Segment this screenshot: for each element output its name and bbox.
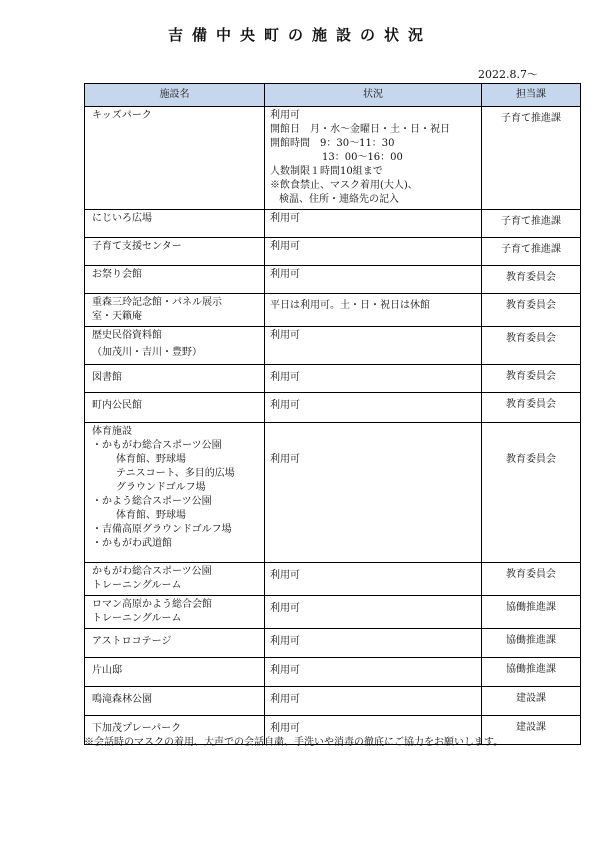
facility-sub-item: テニスコート、多目的広場: [116, 468, 235, 479]
status-text: ※飲食禁止、マスク着用(大人)、: [270, 180, 418, 191]
department-cell: 教育委員会: [482, 563, 581, 596]
page-title: 吉備中央町の施設の状況: [167, 26, 432, 44]
facility-name: ロマン高原かよう総合会館: [92, 599, 212, 610]
facility-name: 町内公民館: [92, 400, 142, 411]
status-cell: [265, 687, 482, 716]
department-cell: 子育て推進課: [482, 107, 581, 210]
status-text: 利用可: [270, 570, 300, 581]
status-cell: [265, 563, 482, 596]
department-cell: 教育委員会: [482, 365, 581, 393]
facility-name-cell: [85, 658, 265, 687]
status-cell: [265, 365, 482, 393]
table-row: [85, 107, 581, 210]
facility-name: 鳴滝森林公園: [92, 694, 152, 705]
status-text: 利用可: [270, 694, 300, 705]
status-cell: [265, 393, 482, 423]
department-cell: 教育委員会: [482, 266, 581, 294]
facility-name-cell: [85, 596, 265, 629]
table-row: [85, 629, 581, 658]
department-cell: 建設課: [482, 716, 581, 745]
status-text: 平日は利用可。土・日・祝日は休館: [270, 300, 430, 311]
table-row: [85, 658, 581, 687]
table-row: [85, 423, 581, 563]
department-cell: 協働推進課: [482, 596, 581, 629]
table-row: [85, 238, 581, 266]
status-text: 利用可: [270, 330, 300, 341]
facility-name-cell: [85, 423, 265, 563]
effective-date: 2022.8.7〜: [478, 68, 538, 81]
table-row: [85, 210, 581, 238]
department-cell: 協働推進課: [482, 629, 581, 658]
facility-name-cell: [85, 563, 265, 596]
table-row: [85, 393, 581, 423]
status-cell: [265, 423, 482, 563]
facility-name-cell: [85, 687, 265, 716]
department-cell: 教育委員会: [482, 423, 581, 563]
column-header-department: 担当課: [482, 84, 581, 107]
facility-sub-item: ・かもがわ武道館: [92, 538, 172, 549]
facility-name: 図書館: [92, 372, 122, 383]
status-text: 13：00〜16：00: [322, 152, 403, 163]
status-text: 利用可: [270, 269, 300, 280]
table-row: [85, 365, 581, 393]
facility-name-cell: [85, 210, 265, 238]
facility-name-cell: [85, 327, 265, 365]
facility-name: （加茂川・吉川・豊野）: [92, 347, 202, 358]
facility-name: キッズパーク: [92, 110, 152, 121]
facility-status-table: [84, 83, 581, 745]
facility-name: 歴史民俗資料館: [92, 330, 162, 341]
facility-name: にじいろ広場: [92, 213, 152, 224]
table-row: [85, 563, 581, 596]
status-cell: [265, 210, 482, 238]
facility-sub-item: 体育館、野球場: [116, 510, 186, 521]
department-cell: 協働推進課: [482, 658, 581, 687]
facility-name-cell: [85, 393, 265, 423]
facility-sub-item: グラウンドゴルフ場: [116, 482, 206, 493]
status-text: 開館日 月・水〜金曜日・土・日・祝日: [270, 124, 450, 135]
status-cell: [265, 327, 482, 365]
department-cell: 建設課: [482, 687, 581, 716]
facility-name: 片山邸: [92, 665, 122, 676]
column-header-facility: 施設名: [85, 84, 265, 107]
facility-name: アストロコテージ: [92, 636, 172, 647]
status-text: 利用可: [270, 372, 300, 383]
facility-name-cell: [85, 365, 265, 393]
status-cell: [265, 238, 482, 266]
table-row: [85, 596, 581, 629]
facility-name: かもがわ総合スポーツ公園: [92, 566, 212, 577]
status-text: 利用可: [270, 665, 300, 676]
status-text: 開館時間 9：30〜11：30: [270, 138, 395, 149]
table-row: [85, 687, 581, 716]
facility-name-cell: [85, 294, 265, 327]
status-cell: [265, 107, 482, 210]
status-text: 利用可: [270, 454, 300, 465]
status-text: 利用可: [270, 241, 300, 252]
facility-name: 子育て支援センター: [92, 241, 182, 252]
status-text: 利用可: [270, 110, 300, 121]
facility-sub-item: ・かよう総合スポーツ公園: [92, 496, 212, 507]
department-cell: 教育委員会: [482, 327, 581, 365]
status-text: 利用可: [270, 213, 300, 224]
facility-name: 体育施設: [92, 426, 132, 437]
table-row: [85, 294, 581, 327]
facility-name: 室・天籟庵: [92, 311, 142, 322]
footer-note: ※会話時のマスクの着用、大声での会話自粛、手洗いや消毒の徹底にご協力をお願いします。: [84, 737, 504, 748]
facility-name-cell: [85, 238, 265, 266]
status-text: 検温、住所・連絡先の記入: [279, 194, 399, 205]
status-text: 利用可: [270, 400, 300, 411]
status-cell: [265, 658, 482, 687]
facility-name-cell: [85, 629, 265, 658]
column-header-status: 状況: [265, 84, 482, 107]
status-cell: [265, 596, 482, 629]
department-cell: 子育て推進課: [482, 238, 581, 266]
table-header-row: [85, 84, 581, 107]
status-text: 利用可: [270, 723, 300, 734]
facility-name: 重森三玲記念館・パネル展示: [92, 297, 222, 308]
status-cell: [265, 629, 482, 658]
facility-sub-item: ・吉備高原グラウンドゴルフ場: [92, 524, 232, 535]
facility-name: トレーニングルーム: [92, 580, 182, 591]
facility-name: 下加茂プレーパーク: [92, 723, 182, 734]
table-row: [85, 327, 581, 365]
facility-name: お祭り会館: [92, 269, 142, 280]
status-text: 人数制限１時間10組まで: [270, 166, 383, 177]
facility-sub-item: ・かもがわ総合スポーツ公園: [92, 440, 222, 451]
status-text: 利用可: [270, 603, 300, 614]
department-cell: 教育委員会: [482, 294, 581, 327]
facility-sub-item: 体育館、野球場: [116, 454, 186, 465]
status-text: 利用可: [270, 636, 300, 647]
department-cell: 教育委員会: [482, 393, 581, 423]
department-cell: 子育て推進課: [482, 210, 581, 238]
facility-name-cell: [85, 107, 265, 210]
table-row: [85, 266, 581, 294]
status-cell: [265, 294, 482, 327]
facility-name-cell: [85, 266, 265, 294]
status-cell: [265, 266, 482, 294]
facility-name: トレーニングルーム: [92, 613, 182, 624]
